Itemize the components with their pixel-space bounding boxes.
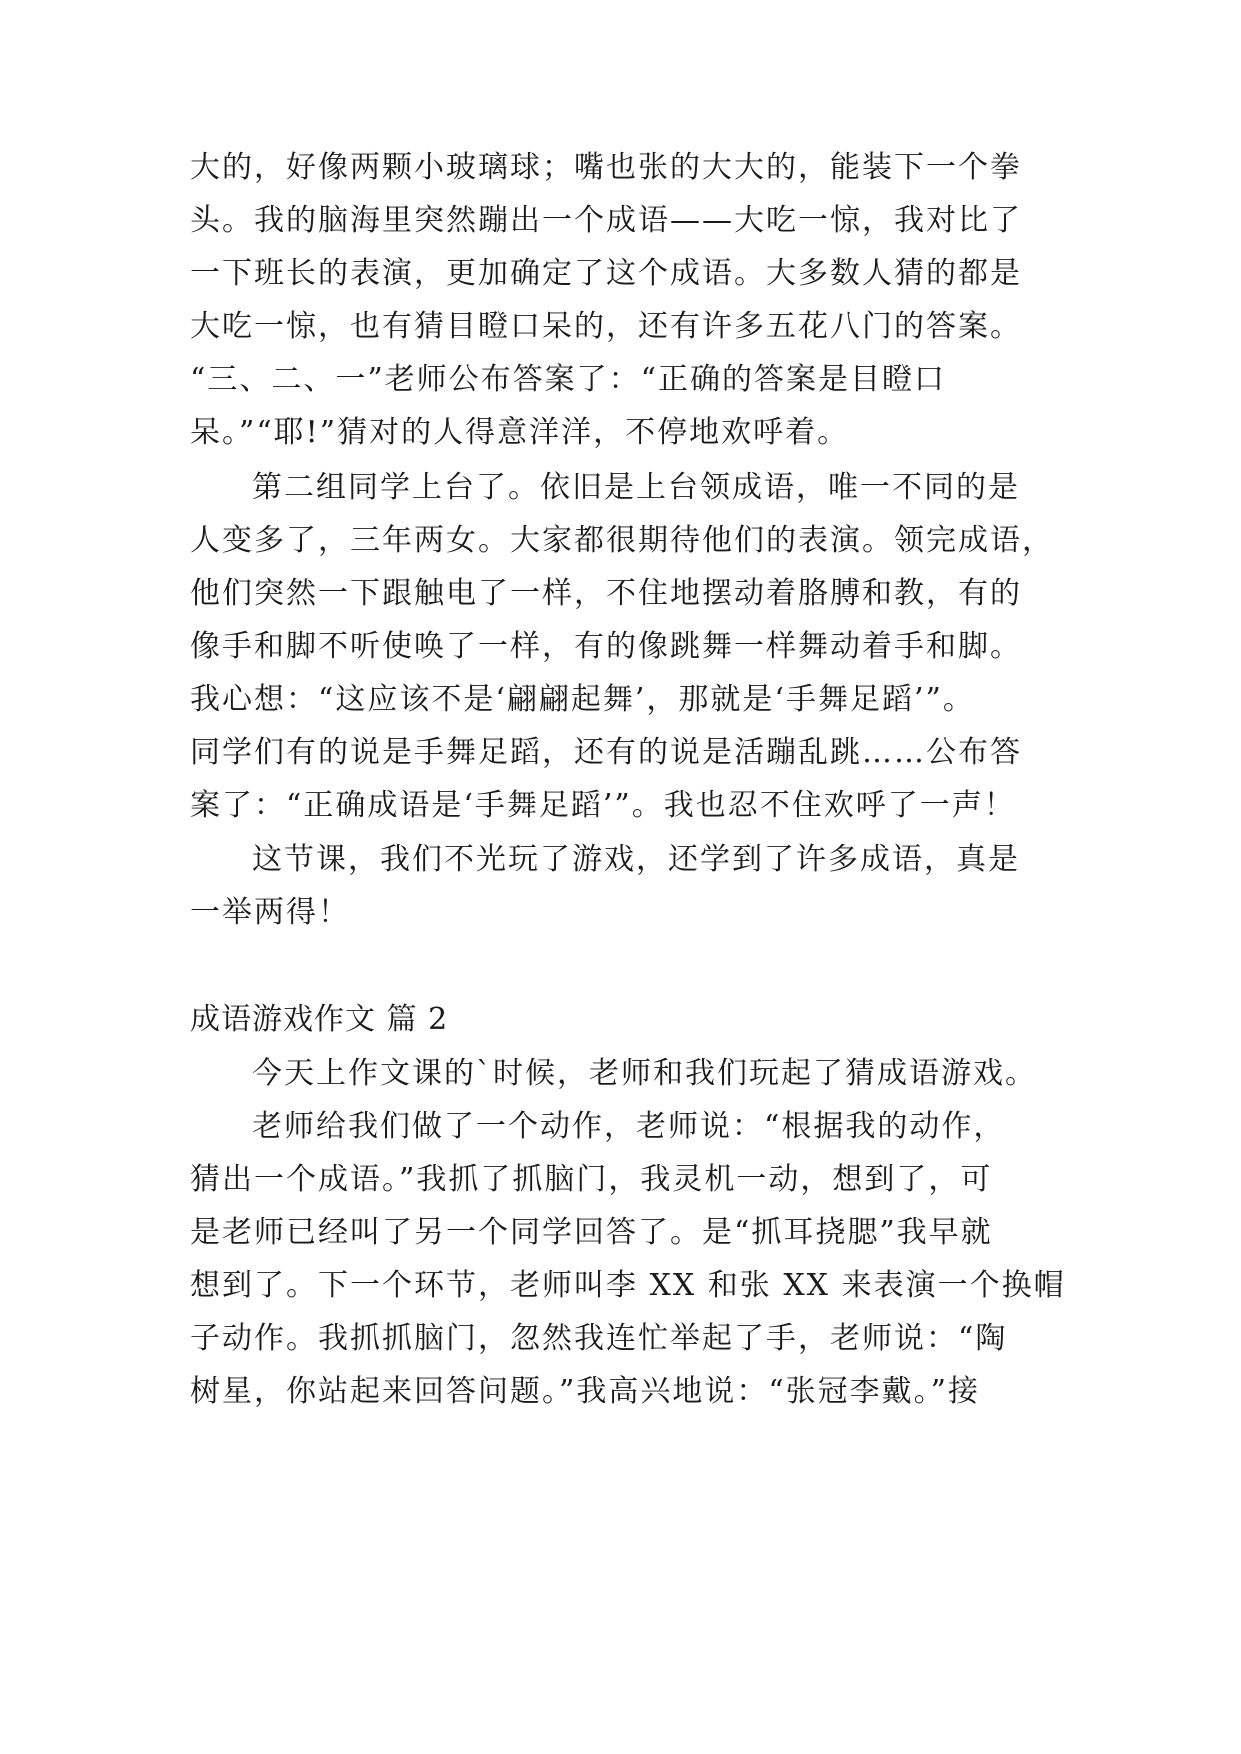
text-line: 案了：“正确成语是‘手舞足蹈’”。我也忍不住欢呼了一声！ bbox=[190, 788, 1016, 823]
text-line: 老师给我们做了一个动作，老师说：“根据我的动作， bbox=[252, 1109, 1006, 1144]
text-line: 呆。”“耶!”猜对的人得意洋洋，不停地欢呼着。 bbox=[190, 415, 850, 450]
text-line: 他们突然一下跟触电了一样，不住地摆动着胳膊和教，有的 bbox=[190, 576, 1022, 611]
text-line: 今天上作文课的`时候，老师和我们玩起了猜成语游戏。 bbox=[252, 1056, 1037, 1091]
text-line: 大的，好像两颗小玻璃球；嘴也张的大大的，能装下一个拳 bbox=[190, 150, 1022, 185]
text-line: “三、二、一”老师公布答案了：“正确的答案是目瞪口 bbox=[190, 362, 947, 397]
text-line: 猜出一个成语。”我抓了抓脑门，我灵机一动，想到了，可 bbox=[190, 1162, 993, 1197]
text-line: 第二组同学上台了。依旧是上台领成语，唯一不同的是 bbox=[252, 470, 1020, 505]
text-line: 子动作。我抓抓脑门，忽然我连忙举起了手，老师说：“陶 bbox=[190, 1321, 1008, 1356]
text-line: 大吃一惊，也有猜目瞪口呆的，还有许多五花八门的答案。 bbox=[190, 309, 1022, 344]
text-line: 是老师已经叫了另一个同学回答了。是“抓耳挠腮”我早就 bbox=[190, 1215, 993, 1250]
text-line: 人变多了，三年两女。大家都很期待他们的表演。领完成语， bbox=[190, 523, 1054, 558]
text-line: 头。我的脑海里突然蹦出一个成语——大吃一惊，我对比了 bbox=[190, 203, 1022, 238]
text-line: 同学们有的说是手舞足蹈，还有的说是活蹦乱跳……公布答 bbox=[190, 735, 1022, 770]
text-line: 一下班长的表演，更加确定了这个成语。大多数人猜的都是 bbox=[190, 256, 1022, 291]
text-line: 树星，你站起来回答问题。”我高兴地说：“张冠李戴。”接 bbox=[190, 1374, 981, 1409]
section-heading: 成语游戏作文 篇 2 bbox=[190, 1002, 449, 1037]
text-line: 一举两得！ bbox=[190, 895, 350, 930]
text-line: 这节课，我们不光玩了游戏，还学到了许多成语，真是 bbox=[252, 842, 1020, 877]
text-line: 我心想：“这应该不是‘翩翩起舞’，那就是‘手舞足蹈’”。 bbox=[190, 682, 975, 717]
text-line: 想到了。下一个环节，老师叫李 XX 和张 XX 来表演一个换帽 bbox=[190, 1268, 1066, 1303]
text-line: 像手和脚不听使唤了一样，有的像跳舞一样舞动着手和脚。 bbox=[190, 629, 1022, 664]
